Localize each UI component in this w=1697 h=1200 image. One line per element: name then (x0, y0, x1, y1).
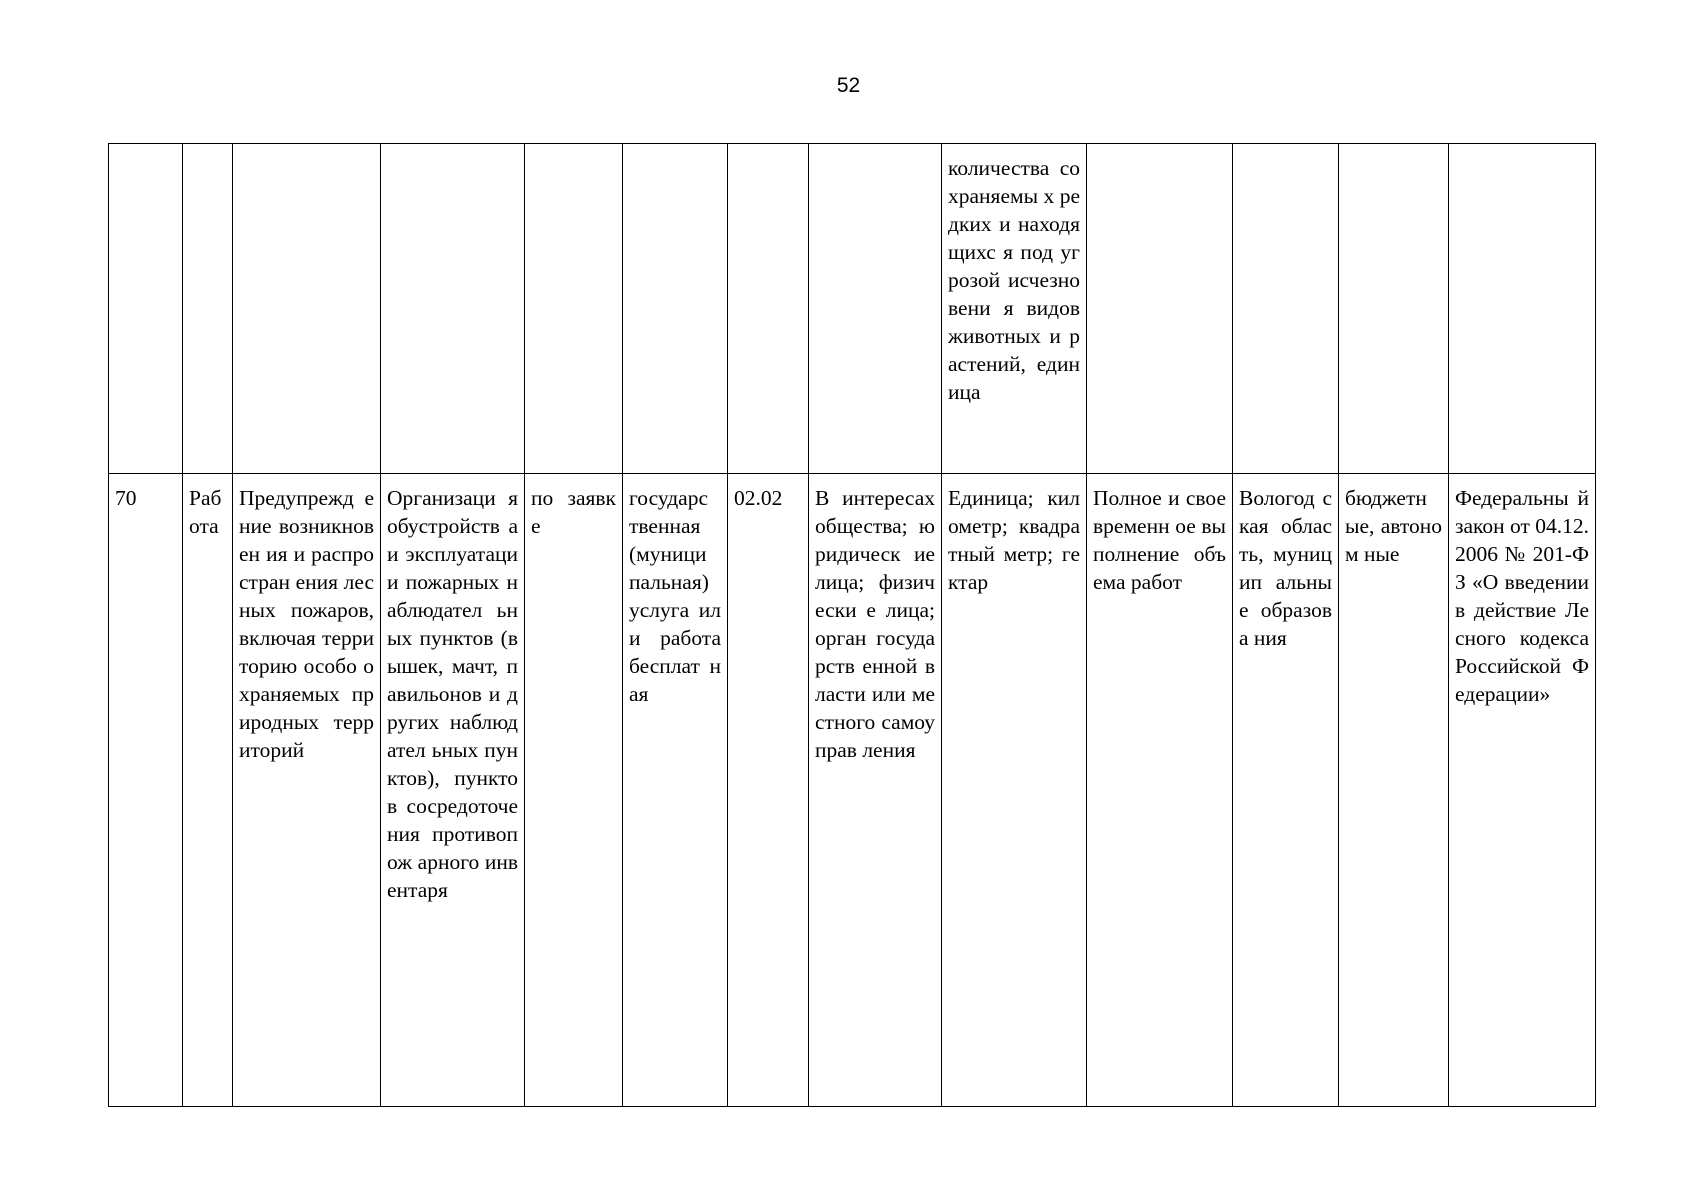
cell-consumers: В интересах общества; юридическ ие лица; физически е лица; орган государств енной власти или местного самоуправ ления (809, 474, 942, 1107)
cell-empty (1087, 144, 1233, 474)
cell-content: Организаци я обустройств а и эксплуатаци и пожарных наблюдател ьных пунктов (вышек, мачт, павильонов и других наблюдател ьных пунктов), пунктов сосредоточе ния противопож арного инвентаря (381, 474, 525, 1107)
cell-region: Вологод ская область, муницип альные образова ния (1233, 474, 1339, 1107)
cell-empty (109, 144, 183, 474)
cell-quality: Полное и своевременн ое выполнение объема работ (1087, 474, 1233, 1107)
cell-code: 02.02 (728, 474, 809, 1107)
cell-empty (809, 144, 942, 474)
cell-payment: государс твенная (муници пальная) услуга или работа бесплат ная (623, 474, 728, 1107)
cell-legal-basis: Федеральны й закон от 04.12.2006 № 201-ФЗ «О введении в действие Лесного кодекса Российской Федерации» (1449, 474, 1596, 1107)
cell-empty (233, 144, 381, 474)
cell-row-number: 70 (109, 474, 183, 1107)
cell-condition: по заявке (525, 474, 623, 1107)
cell-empty (1449, 144, 1596, 474)
cell-empty (1339, 144, 1449, 474)
cell-empty (728, 144, 809, 474)
cell-type: Раб ота (183, 474, 233, 1107)
cell-indicator-continued: количества сохраняемы х редких и находящихс я под угрозой исчезновени я видов животных и растений, единица (942, 144, 1087, 474)
continuation-row (109, 144, 1596, 474)
cell-empty (1233, 144, 1339, 474)
table-row (109, 474, 1596, 1107)
cell-name: Предупрежд ение возникновен ия и распростран ения лесных пожаров, включая территорию особо охраняемых природных территорий (233, 474, 381, 1107)
cell-empty (381, 144, 525, 474)
cell-institution-type: бюджетн ые, автоном ные (1339, 474, 1449, 1107)
page-number: 52 (836, 74, 861, 97)
cell-empty (623, 144, 728, 474)
cell-units: Единица; километр; квадратный метр; гектар (942, 474, 1087, 1107)
services-table (108, 143, 1596, 1107)
cell-empty (525, 144, 623, 474)
cell-empty (183, 144, 233, 474)
